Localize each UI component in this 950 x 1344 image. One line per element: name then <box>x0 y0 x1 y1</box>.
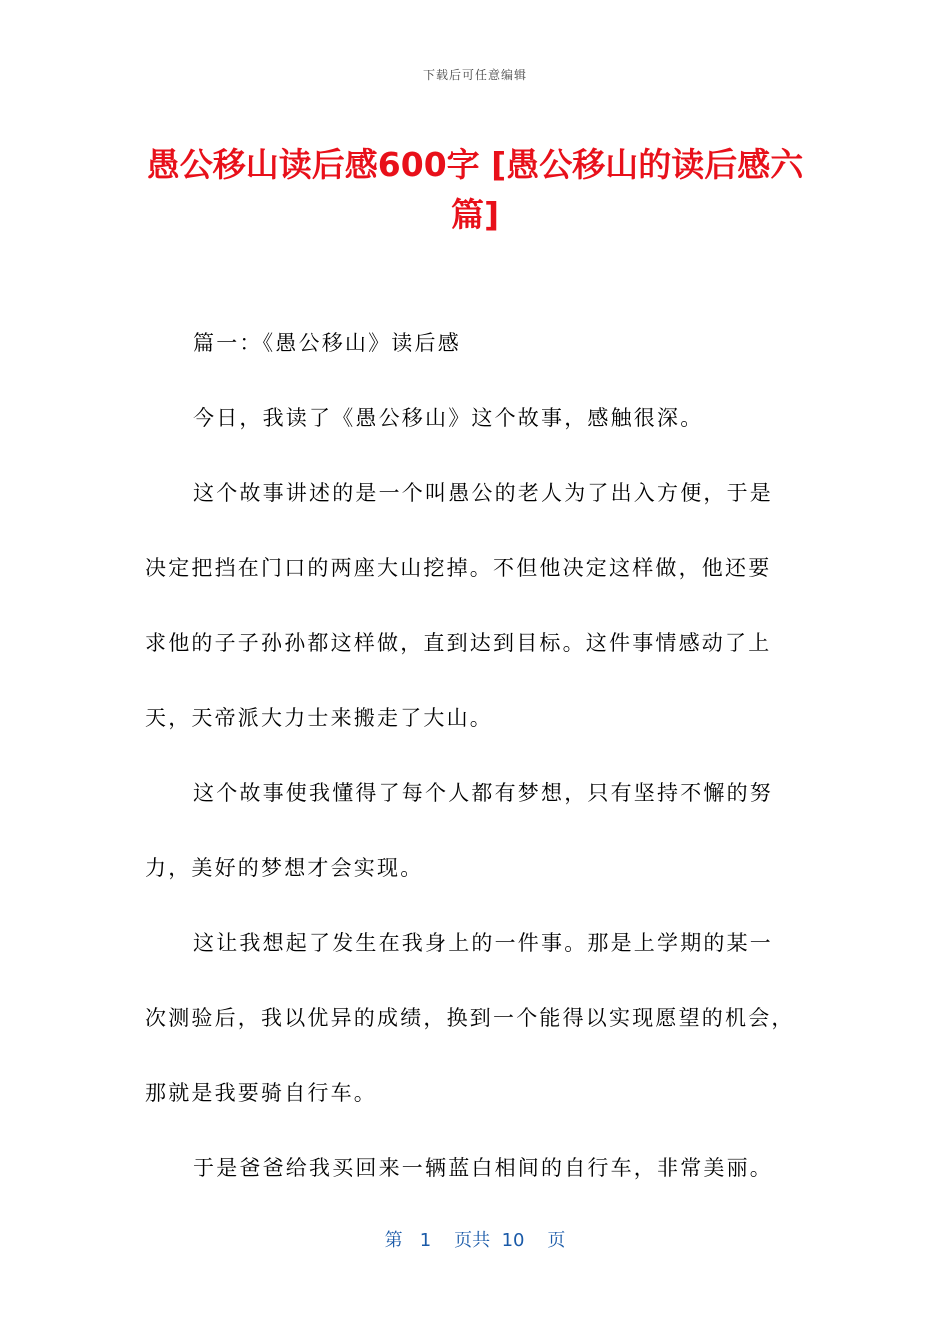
page-counter <box>0 1226 950 1252</box>
page-end-label: 页 <box>547 1230 566 1251</box>
paragraph-line: 这个故事使我懂得了每个人都有梦想，只有坚持不懈的努 <box>193 781 773 805</box>
current-page-number: 1 <box>419 1230 432 1251</box>
paragraph-line: 于是爸爸给我买回来一辆蓝白相间的自行车，非常美丽。 <box>193 1156 773 1180</box>
paragraph-line: 决定把挡在门口的两座大山挖掉。不但他决定这样做，他还要 <box>145 556 772 580</box>
paragraph-line: 天，天帝派大力士来搬走了大山。 <box>145 706 493 730</box>
paragraph-line: 那就是我要骑自行车。 <box>145 1081 377 1105</box>
header-note: 下载后可任意编辑 <box>422 68 527 82</box>
total-label: 页共 <box>454 1230 491 1251</box>
paragraph-line: 次测验后，我以优异的成绩，换到一个能得以实现愿望的机会， <box>145 1006 795 1030</box>
paragraph-line: 求他的子子孙孙都这样做，直到达到目标。这件事情感动了上 <box>145 631 772 655</box>
page-label: 第 <box>384 1230 403 1251</box>
article-body <box>145 320 795 1220</box>
paragraph-line: 这个故事讲述的是一个叫愚公的老人为了出入方便，于是 <box>193 481 773 505</box>
paragraph-line: 今日，我读了《愚公移山》这个故事，感触很深。 <box>193 406 704 430</box>
paragraph-line: 力，美好的梦想才会实现。 <box>145 856 424 880</box>
paragraph-line: 这让我想起了发生在我身上的一件事。那是上学期的某一 <box>193 931 773 955</box>
section-heading: 篇一：《愚公移山》读后感 <box>193 331 461 355</box>
total-pages-number: 10 <box>501 1230 525 1251</box>
page-title: 愚公移山读后感600字 [愚公移山的读后感六篇] <box>146 145 804 234</box>
